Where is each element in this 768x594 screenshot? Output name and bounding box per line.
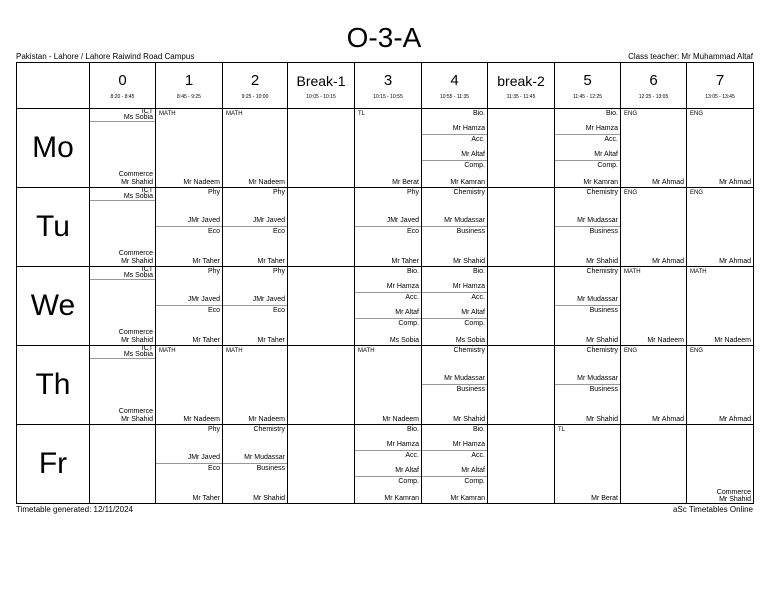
day-row [17, 188, 754, 267]
period-header: break-2 11:35 - 11:45 [488, 63, 555, 109]
lesson-block [355, 188, 421, 227]
teacher-name: Ms Sobia [389, 337, 419, 344]
teacher-name: Mr Taher [192, 495, 220, 502]
teacher-name: Mr Nadeem [248, 416, 285, 423]
subject-name: ICT [141, 345, 153, 352]
lesson-cell [223, 267, 288, 346]
lesson-cell [156, 425, 223, 504]
teacher-name: Mr Nadeem [714, 337, 751, 344]
day-label: Fr [17, 425, 90, 504]
lesson-cell [288, 425, 355, 504]
lesson-cell [422, 267, 488, 346]
teacher-name: Mr Ahmad [719, 179, 751, 186]
lesson-cell [621, 267, 687, 346]
subject-name: Commerce [118, 171, 153, 178]
subject-name: Acc. [471, 294, 485, 301]
lesson-cell [687, 109, 754, 188]
lesson-block [223, 188, 287, 227]
lesson-block [555, 306, 620, 346]
lesson-cell [288, 109, 355, 188]
lesson-block [422, 135, 487, 161]
lesson-block [422, 109, 487, 135]
lesson-cell [488, 109, 555, 188]
teacher-name: Mr Taher [192, 258, 220, 265]
lesson-block [355, 267, 421, 293]
subject-name: Phy [207, 189, 220, 196]
subject-name: Business [589, 307, 618, 314]
lesson-cell [621, 109, 687, 188]
teacher-name: Mr Shahid [586, 416, 618, 423]
subject-name: Phy [207, 268, 220, 275]
lesson-block [687, 346, 753, 425]
lesson-block [223, 346, 287, 425]
teacher-name: Mr Ahmad [652, 416, 684, 423]
subject-name: Bio. [472, 268, 485, 275]
lesson-block [621, 346, 686, 425]
teacher-name: Mr Shahid [453, 258, 485, 265]
lesson-cell [156, 109, 223, 188]
day-label: Tu [17, 188, 90, 267]
subject-name: TL [558, 427, 566, 433]
lesson-cell [355, 425, 422, 504]
lesson-block [555, 267, 620, 306]
teacher-name: JMr Javed [252, 217, 285, 224]
period-header: Break-1 10:05 - 10:15 [288, 63, 355, 109]
teacher-name: Mr Kamran [450, 495, 485, 502]
lesson-cell [355, 346, 422, 425]
day-row [17, 109, 754, 188]
lesson-cell [288, 346, 355, 425]
teacher-name: Mr Hamza [452, 125, 485, 132]
lesson-block [422, 267, 487, 293]
teacher-name: Mr Nadeem [183, 179, 220, 186]
period-header: 5 11:45 - 12:25 [555, 63, 621, 109]
lesson-cell [687, 425, 754, 504]
teacher-name: Mr Taher [192, 337, 220, 344]
subject-name: Chemistry [453, 189, 485, 196]
lesson-block [687, 486, 753, 504]
teacher-name: Mr Kamran [450, 179, 485, 186]
subject-name: Acc. [604, 136, 618, 143]
teacher-name: Ms Sobia [123, 272, 153, 279]
teacher-name: Mr Shahid [121, 258, 153, 265]
lesson-block [621, 267, 686, 346]
lesson-block [223, 306, 287, 346]
lesson-block [422, 188, 487, 227]
day-label: Th [17, 346, 90, 425]
teacher-name: Ms Sobia [123, 351, 153, 358]
subject-name: MATH [159, 111, 176, 117]
subject-name: Business [256, 465, 285, 472]
period-header: 4 10:55 - 11:35 [422, 63, 488, 109]
lesson-block [687, 188, 753, 267]
lesson-cell [555, 109, 621, 188]
subject-name: Phy [207, 426, 220, 433]
lesson-block [687, 267, 753, 346]
teacher-name: Mr Hamza [585, 125, 618, 132]
lesson-block [355, 319, 421, 346]
subject-name: Eco [406, 228, 419, 235]
subject-name: MATH [226, 111, 243, 117]
subject-name: Acc. [405, 294, 419, 301]
lesson-block [90, 346, 155, 359]
teacher-name: Mr Mudassar [577, 217, 618, 224]
lesson-block [355, 451, 421, 477]
teacher-name: Mr Ahmad [652, 179, 684, 186]
lesson-block [90, 109, 155, 122]
subject-name: Eco [272, 307, 285, 314]
lesson-cell [223, 425, 288, 504]
period-header: 1 8:45 - 9:25 [156, 63, 223, 109]
subject-name: Eco [207, 307, 220, 314]
teacher-name: JMr Javed [187, 296, 220, 303]
subject-name: Comp. [597, 162, 618, 169]
teacher-name: Mr Altaf [395, 309, 419, 316]
subject-name: ENG [624, 190, 638, 196]
teacher-name: Mr Kamran [583, 179, 618, 186]
lesson-block [355, 293, 421, 319]
subject-name: ENG [690, 190, 704, 196]
lesson-block [555, 109, 620, 135]
generator-credit: aSc Timetables Online [672, 505, 753, 514]
lesson-cell [422, 109, 488, 188]
lesson-cell [488, 346, 555, 425]
teacher-name: Ms Sobia [123, 193, 153, 200]
teacher-name: Mr Hamza [452, 283, 485, 290]
teacher-name: Mr Nadeem [248, 179, 285, 186]
subject-name: MATH [624, 269, 641, 275]
teacher-name: Mr Ahmad [719, 258, 751, 265]
subject-name: Commerce [118, 250, 153, 257]
subject-name: Chemistry [586, 347, 618, 354]
subject-name: Commerce [118, 408, 153, 415]
subject-name: Business [589, 228, 618, 235]
day-row [17, 425, 754, 504]
lesson-cell [488, 267, 555, 346]
subject-name: MATH [358, 348, 375, 354]
teacher-name: Mr Mudassar [444, 217, 485, 224]
subject-name: Comp. [464, 162, 485, 169]
teacher-name: Mr Nadeem [382, 416, 419, 423]
period-header-row [17, 63, 754, 109]
lesson-cell [687, 267, 754, 346]
teacher-name: Mr Mudassar [577, 296, 618, 303]
teacher-name: Mr Altaf [461, 309, 485, 316]
subject-name: Chemistry [586, 268, 618, 275]
lesson-block [223, 425, 287, 464]
teacher-name: Mr Mudassar [577, 375, 618, 382]
lesson-block [355, 346, 421, 425]
lesson-block [355, 109, 421, 188]
lesson-block [90, 329, 155, 346]
lesson-block [355, 425, 421, 451]
lesson-block [156, 425, 222, 464]
lesson-block [555, 188, 620, 227]
lesson-block [156, 109, 222, 188]
subject-name: ENG [690, 111, 704, 117]
subject-name: Eco [272, 228, 285, 235]
lesson-block [223, 464, 287, 504]
lesson-block [90, 267, 155, 280]
lesson-block [422, 385, 487, 425]
lesson-cell [621, 346, 687, 425]
subject-name: Bio. [605, 110, 618, 117]
subject-name: Phy [272, 189, 285, 196]
lesson-cell [555, 346, 621, 425]
lesson-block [422, 451, 487, 477]
class-teacher: Class teacher: Mr Muhammad Altaf [628, 52, 753, 61]
lesson-block [422, 227, 487, 267]
subject-name: Bio. [406, 268, 419, 275]
lesson-block [223, 109, 287, 188]
lesson-cell [223, 346, 288, 425]
subject-name: ENG [624, 348, 638, 354]
lesson-block [90, 188, 155, 201]
teacher-name: JMr Javed [187, 217, 220, 224]
subject-name: ENG [690, 348, 704, 354]
corner-cell [17, 63, 90, 109]
teacher-name: Mr Mudassar [244, 454, 285, 461]
lesson-block [156, 306, 222, 346]
lesson-block [223, 267, 287, 306]
period-header: 2 9:25 - 10:00 [223, 63, 288, 109]
teacher-name: Mr Shahid [453, 416, 485, 423]
lesson-block [90, 171, 155, 188]
subject-name: ICT [141, 266, 153, 273]
period-header: 7 13:05 - 13:45 [687, 63, 754, 109]
lesson-cell [422, 188, 488, 267]
lesson-cell [90, 346, 156, 425]
teacher-name: Mr Shahid [719, 496, 751, 503]
subject-name: Commerce [118, 329, 153, 336]
lesson-cell [687, 188, 754, 267]
lesson-cell [422, 425, 488, 504]
teacher-name: Mr Shahid [121, 337, 153, 344]
teacher-name: Mr Taher [391, 258, 419, 265]
lesson-cell [223, 109, 288, 188]
teacher-name: JMr Javed [187, 454, 220, 461]
day-label: Mo [17, 109, 90, 188]
teacher-name: Mr Ahmad [652, 258, 684, 265]
subject-name: Business [589, 386, 618, 393]
subject-name: Acc. [471, 452, 485, 459]
subject-name: Eco [207, 465, 220, 472]
lesson-block [156, 267, 222, 306]
lesson-cell [355, 267, 422, 346]
lesson-block [422, 346, 487, 385]
lesson-block [90, 408, 155, 425]
teacher-name: Mr Taher [257, 337, 285, 344]
lesson-block [687, 109, 753, 188]
lesson-cell [621, 425, 687, 504]
period-header: 0 8:20 - 8:45 [90, 63, 156, 109]
subject-name: Comp. [398, 320, 419, 327]
subject-name: Phy [272, 268, 285, 275]
generated-date: Timetable generated: 12/11/2024 [16, 505, 133, 514]
lesson-cell [156, 188, 223, 267]
lesson-cell [488, 425, 555, 504]
lesson-cell [687, 346, 754, 425]
lesson-block [422, 161, 487, 188]
lesson-cell [90, 109, 156, 188]
day-label: We [17, 267, 90, 346]
subject-name: Comp. [464, 320, 485, 327]
teacher-name: Mr Berat [591, 495, 618, 502]
subject-name: MATH [690, 269, 707, 275]
lesson-cell [355, 188, 422, 267]
subject-name: Bio. [472, 110, 485, 117]
subject-name: Phy [406, 189, 419, 196]
lesson-cell [422, 346, 488, 425]
lesson-block [555, 227, 620, 267]
teacher-name: Mr Hamza [386, 441, 419, 448]
lesson-cell [156, 267, 223, 346]
lesson-cell [621, 188, 687, 267]
lesson-block [422, 425, 487, 451]
lesson-block [422, 477, 487, 504]
teacher-name: Mr Nadeem [647, 337, 684, 344]
subject-name: MATH [226, 348, 243, 354]
lesson-block [555, 425, 620, 504]
lesson-block [621, 188, 686, 267]
school-name: Pakistan - Lahore / Lahore Raiwind Road Campus [16, 52, 195, 61]
lesson-block [621, 109, 686, 188]
lesson-block [555, 161, 620, 188]
lesson-block [156, 227, 222, 267]
teacher-name: JMr Javed [252, 296, 285, 303]
subject-name: MATH [159, 348, 176, 354]
teacher-name: Mr Shahid [121, 179, 153, 186]
lesson-cell [90, 188, 156, 267]
lesson-cell [555, 425, 621, 504]
subject-name: Chemistry [253, 426, 285, 433]
subject-name: Commerce [716, 489, 751, 496]
subject-name: Comp. [398, 478, 419, 485]
teacher-name: Mr Berat [392, 179, 419, 186]
lesson-cell [90, 425, 156, 504]
lesson-block [90, 250, 155, 267]
lesson-block [555, 385, 620, 425]
subject-name: Bio. [472, 426, 485, 433]
teacher-name: JMr Javed [386, 217, 419, 224]
teacher-name: Mr Shahid [586, 337, 618, 344]
lesson-block [555, 346, 620, 385]
subject-name: Business [456, 228, 485, 235]
lesson-cell [90, 267, 156, 346]
teacher-name: Mr Ahmad [719, 416, 751, 423]
subject-name: ENG [624, 111, 638, 117]
lesson-block [156, 188, 222, 227]
subject-name: Business [456, 386, 485, 393]
subject-name: ICT [141, 108, 153, 115]
lesson-cell [355, 109, 422, 188]
lesson-cell [555, 267, 621, 346]
lesson-block [422, 319, 487, 346]
day-row [17, 267, 754, 346]
lesson-block [156, 346, 222, 425]
teacher-name: Mr Altaf [395, 467, 419, 474]
subject-name: Acc. [471, 136, 485, 143]
subject-name: ICT [141, 187, 153, 194]
teacher-name: Mr Shahid [253, 495, 285, 502]
teacher-name: Mr Altaf [461, 467, 485, 474]
lesson-block [223, 227, 287, 267]
lesson-cell [288, 267, 355, 346]
teacher-name: Mr Altaf [461, 151, 485, 158]
teacher-name: Ms Sobia [455, 337, 485, 344]
timetable-grid [16, 62, 754, 504]
period-header: 6 12:25 - 13:05 [621, 63, 687, 109]
teacher-name: Ms Sobia [123, 114, 153, 121]
lesson-cell [488, 188, 555, 267]
day-row [17, 346, 754, 425]
teacher-name: Mr Kamran [384, 495, 419, 502]
teacher-name: Mr Mudassar [444, 375, 485, 382]
period-header: 3 10:15 - 10:55 [355, 63, 422, 109]
lesson-cell [288, 188, 355, 267]
teacher-name: Mr Taher [257, 258, 285, 265]
timetable-title: O-3-A [346, 22, 422, 53]
lesson-cell [555, 188, 621, 267]
lesson-block [555, 135, 620, 161]
teacher-name: Mr Shahid [121, 416, 153, 423]
teacher-name: Mr Hamza [386, 283, 419, 290]
subject-name: Chemistry [586, 189, 618, 196]
lesson-cell [223, 188, 288, 267]
teacher-name: Mr Hamza [452, 441, 485, 448]
lesson-block [355, 477, 421, 504]
teacher-name: Mr Nadeem [183, 416, 220, 423]
subject-name: Acc. [405, 452, 419, 459]
subject-name: Comp. [464, 478, 485, 485]
teacher-name: Mr Shahid [586, 258, 618, 265]
subject-name: Bio. [406, 426, 419, 433]
subject-name: Eco [207, 228, 220, 235]
subject-name: Chemistry [453, 347, 485, 354]
subject-name: TL [358, 111, 366, 117]
lesson-cell [156, 346, 223, 425]
lesson-block [355, 227, 421, 267]
lesson-block [422, 293, 487, 319]
lesson-block [156, 464, 222, 504]
teacher-name: Mr Altaf [594, 151, 618, 158]
